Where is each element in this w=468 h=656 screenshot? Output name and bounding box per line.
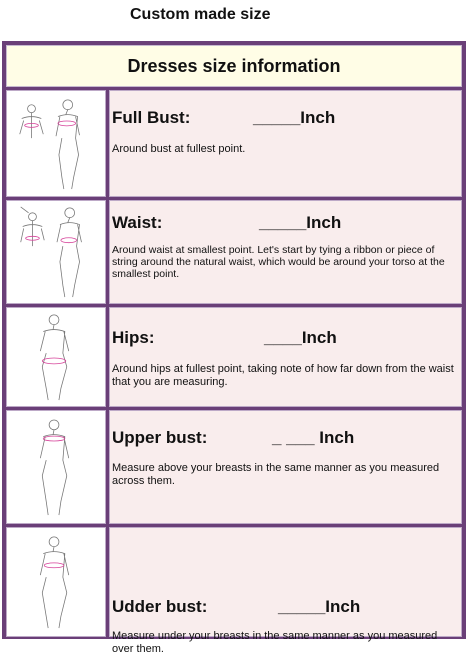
waist-label: Waist: [112,213,163,232]
waist-illustration [6,200,106,304]
hips-info [109,307,462,407]
upper-bust-info [109,410,462,524]
full-bust-info [109,90,462,197]
hips-label: Hips: [112,328,155,347]
waist-info [109,200,462,304]
upper-bust-illustration [6,410,106,524]
full-bust-description: Around bust at fullest point. [112,143,246,155]
table-row-upper-bust [6,410,462,524]
table-row-waist [6,200,462,304]
page-title: Custom made size [130,6,271,23]
full-bust-input-blank: _____Inch [253,108,336,127]
upper-bust-label: Upper bust: [112,428,208,447]
full-bust-label: Full Bust: [112,108,191,127]
under-bust-input-blank: _____Inch [278,597,361,616]
upper-bust-input-blank: _ ___ Inch [272,428,355,447]
under-bust-info [109,527,462,655]
hips-illustration [6,307,106,407]
table-header: Dresses size information [6,45,462,87]
upper-bust-description: Measure above your breasts in the same manner as you measured across them. [112,462,440,487]
waist-input-blank: _____Inch [259,213,342,232]
table-row-full-bust [6,90,462,197]
figure-sketch-icon [7,528,105,636]
size-table [2,41,466,655]
figure-sketch-icon [7,201,105,303]
under-bust-label: Udder bust: [112,597,208,616]
table-row-hips [6,307,462,407]
figure-sketch-icon [7,91,105,196]
under-bust-description: Measure under your breasts in the same manner as you measured over them. [112,630,438,655]
figure-sketch-icon [7,308,105,406]
table-row-under-bust [6,527,462,655]
full-bust-illustration [6,90,106,197]
hips-description: Around hips at fullest point, taking note of how far down from the waist that you are measuring. [112,363,454,388]
under-bust-illustration [6,527,106,637]
figure-sketch-icon [7,411,105,523]
hips-input-blank: ____Inch [264,328,337,347]
waist-description: Around waist at smallest point. Let's start by tying a ribbon or piece of string around the natural waist, which would be around your torso at the smallest point. [112,244,445,280]
